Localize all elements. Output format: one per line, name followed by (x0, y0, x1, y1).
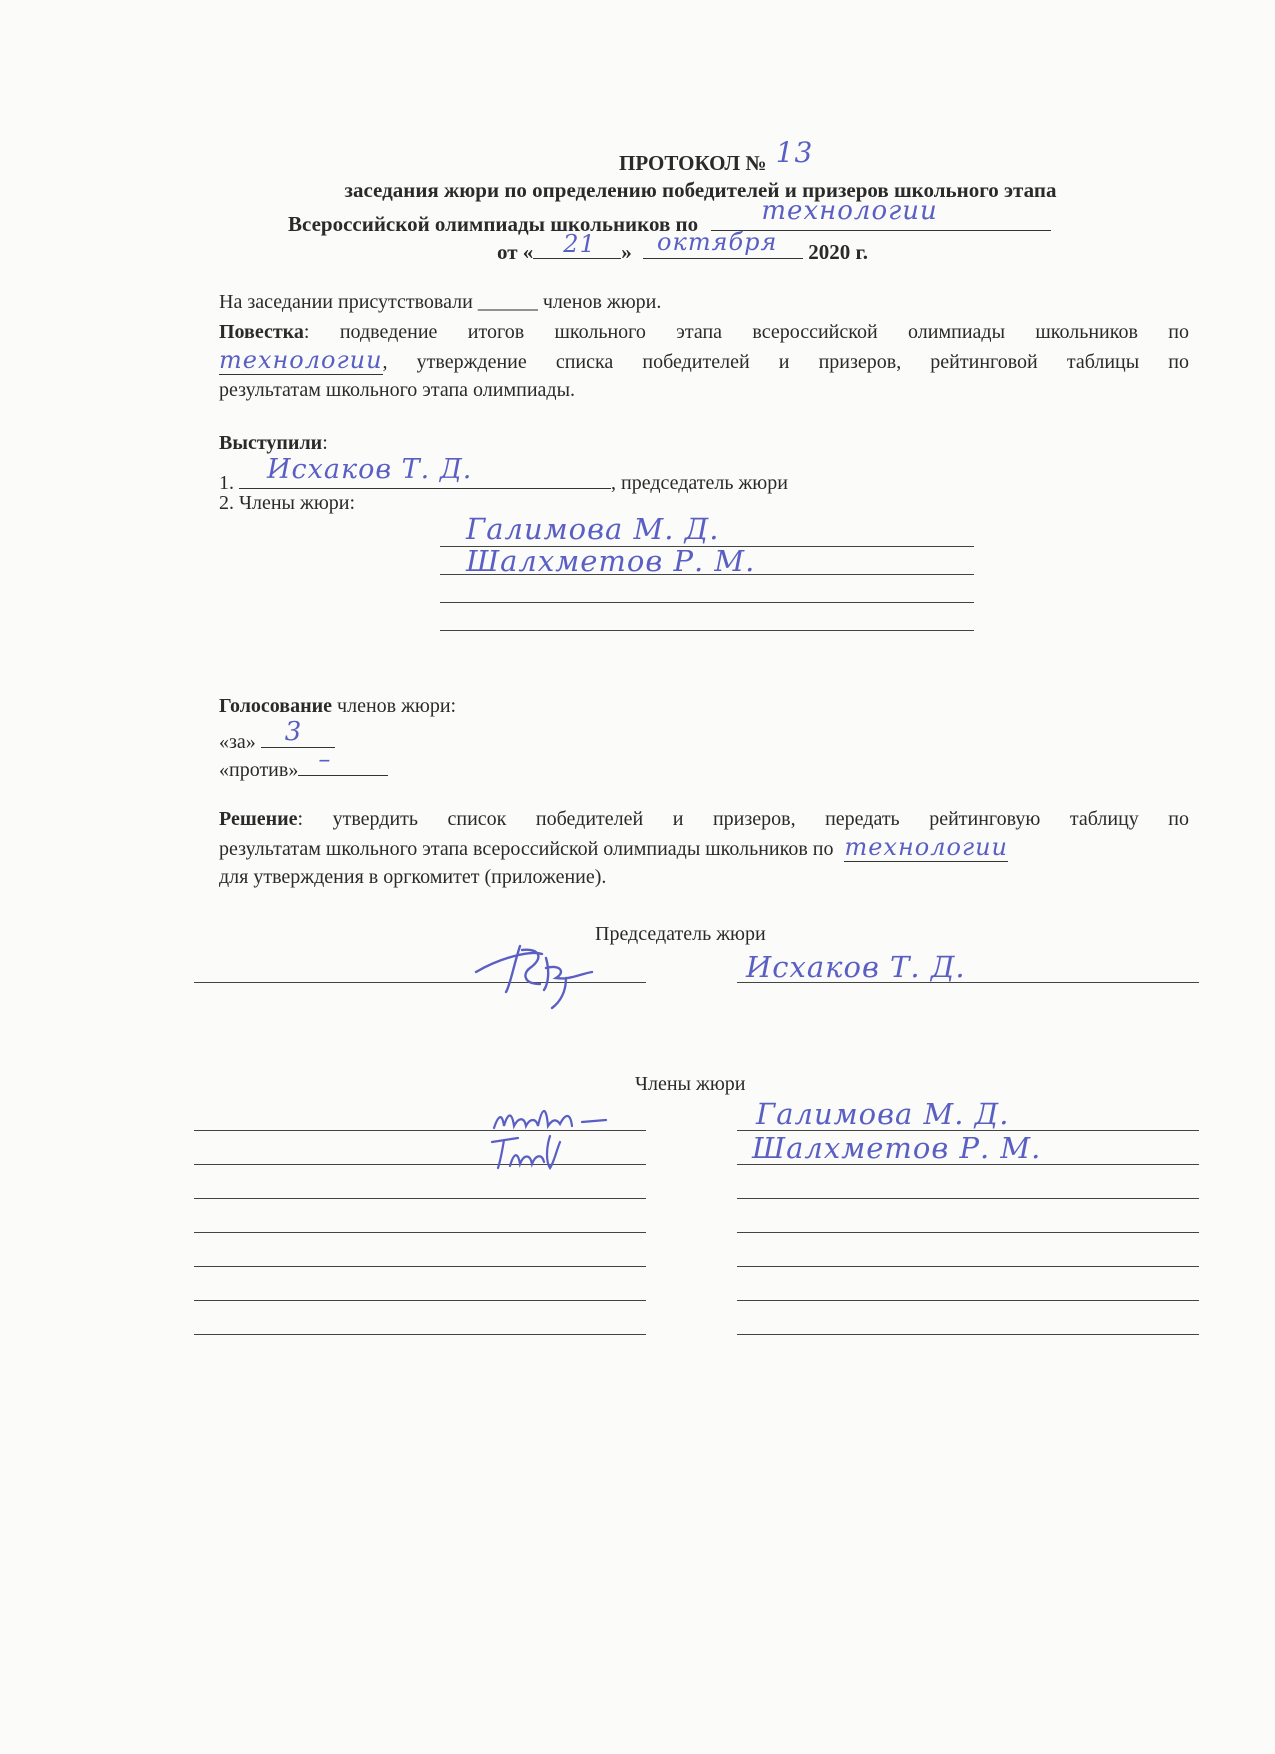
decision-paragraph (219, 806, 1189, 890)
decision-line-2 (219, 834, 1189, 862)
member-sign-rule-5 (194, 1266, 646, 1267)
member-name-2: Шалхметов Р. М. (466, 544, 756, 578)
member-signature-name-1: Галимова М. Д. (756, 1097, 1010, 1131)
speakers-label: Выступили (219, 432, 323, 454)
attendance-blank: ______ (477, 291, 538, 313)
protocol-number: 13 (775, 136, 814, 169)
member-rule-4 (440, 630, 974, 631)
vote-against-label: «против» (219, 759, 299, 781)
month-blank (643, 228, 803, 259)
member-name-rule-4 (737, 1232, 1199, 1233)
vote-against-blank (298, 745, 388, 776)
member-sign-rule-6 (194, 1300, 646, 1301)
member-name-1: Галимова М. Д. (466, 512, 720, 546)
chair-suffix: , председатель жюри (611, 472, 788, 494)
agenda-subject-handwritten: технологии (219, 346, 383, 374)
attendance-prefix: На заседании присутствовали (219, 291, 473, 313)
agenda-line-2 (219, 347, 1189, 375)
chair-name-handwritten: Исхаков Т. Д. (267, 454, 473, 485)
decision-text-2: результатам школьного этапа всероссийской олимпиады школьников по (219, 838, 834, 860)
title-prefix: ПРОТОКОЛ № (619, 151, 767, 175)
title-line (619, 136, 814, 177)
voting-text: членов жюри: (332, 695, 457, 717)
vote-against-line (219, 745, 388, 782)
header-line-1: заседания жюри по определению победителей и призеров школьного этапа (344, 178, 1057, 202)
speaker-1-line (219, 454, 788, 495)
member-signature-1 (490, 1098, 620, 1134)
member-sign-rule-3 (194, 1198, 646, 1199)
agenda-label: Повестка (219, 321, 304, 343)
chair-signature (470, 928, 600, 1014)
member-name-rule-5 (737, 1266, 1199, 1267)
agenda-text-1: : подведение итогов школьного этапа всероссийской олимпиады школьников по (303, 321, 1189, 343)
attendance-line (219, 291, 661, 314)
decision-subject-handwritten: технологии (844, 833, 1008, 861)
chair-name-blank (239, 454, 611, 489)
member-signature-1-drawing (490, 1098, 620, 1134)
member-sign-rule-7 (194, 1334, 646, 1335)
vote-for-value: 3 (284, 717, 303, 747)
day-handwritten: 21 (563, 230, 596, 258)
subject-handwritten: технологии (761, 196, 938, 226)
year: 2020 г. (808, 240, 868, 264)
date-line (497, 228, 868, 265)
agenda-line-3: результатам школьного этапа олимпиады. (219, 379, 576, 401)
speaker-1-number: 1. (219, 472, 234, 494)
date-prefix: от « (497, 240, 534, 264)
header-line-2-prefix: Всероссийской олимпиады школьников по (288, 212, 699, 236)
decision-label: Решение (219, 808, 298, 830)
member-signature-2-drawing (488, 1132, 598, 1172)
agenda-line-1 (219, 319, 1189, 345)
chair-signature-drawing (470, 928, 600, 1014)
month-handwritten: октября (657, 228, 778, 256)
voting-label: Голосование (219, 695, 333, 717)
speakers-colon: : (322, 432, 328, 454)
vote-against-value: – (318, 745, 332, 773)
member-signature-2 (488, 1132, 598, 1172)
agenda-text-2: , утверждение списка победителей и призеров, рейтинговой таблицы по (382, 351, 1189, 373)
decision-text-1: : утвердить список победителей и призеров, передать рейтинговую таблицу по (297, 808, 1189, 830)
speakers-label-line (219, 432, 328, 455)
vote-for-label: «за» (219, 731, 256, 753)
member-name-rule-3 (737, 1198, 1199, 1199)
member-signature-name-2: Шалхметов Р. М. (752, 1131, 1042, 1165)
date-mid: » (621, 240, 632, 264)
voting-line (219, 695, 456, 718)
day-blank (533, 230, 621, 259)
member-name-rule-7 (737, 1334, 1199, 1335)
decision-line-1 (219, 806, 1189, 832)
speaker-2-line: 2. Члены жюри: (219, 492, 356, 514)
member-rule-3 (440, 602, 974, 603)
agenda-paragraph (219, 319, 1189, 403)
member-sign-rule-4 (194, 1232, 646, 1233)
chair-title: Председатель жюри (595, 923, 766, 945)
decision-line-3: для утверждения в оргкомитет (приложение). (219, 866, 607, 888)
member-name-rule-6 (737, 1300, 1199, 1301)
members-title: Члены жюри (635, 1073, 746, 1095)
attendance-suffix: членов жюри. (542, 291, 662, 313)
chair-signature-name: Исхаков Т. Д. (746, 950, 966, 984)
